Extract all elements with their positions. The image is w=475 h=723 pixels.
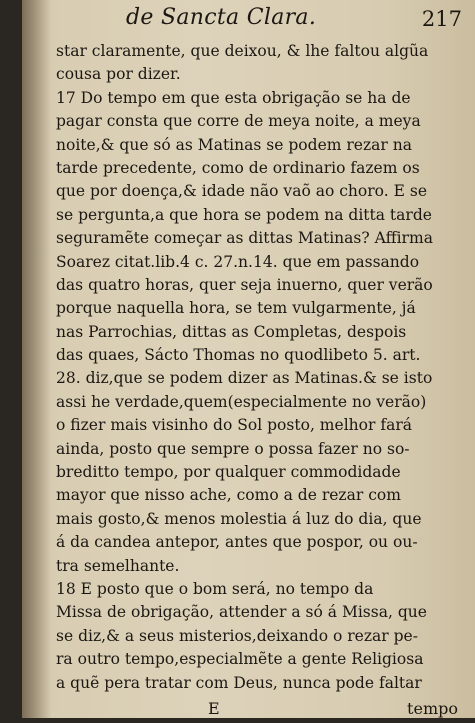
text-line: a quẽ pera tratar com Deus, nunca pode faltar <box>56 673 422 692</box>
page-header <box>56 0 466 40</box>
text-line: tra semelhante. <box>56 556 180 575</box>
page-text-block <box>56 0 466 723</box>
text-line: o fizer mais visinho do Sol posto, melhor fará <box>56 416 413 435</box>
text-line: porque naquella hora, se tem vulgarmente, já <box>56 299 416 318</box>
text-line: Soarez citat.lib.4 c. 27.n.14. que em passando <box>56 252 420 271</box>
text-line: se pergunta,a que hora se podem na ditta tarde <box>56 205 432 224</box>
gutter-shadow <box>22 0 52 718</box>
text-line: nas Parrochias, dittas as Completas, despois <box>56 322 407 341</box>
text-line: 17 Do tempo em que esta obrigação se ha de <box>56 88 411 107</box>
text-line: das quatro horas, quer seja inuerno, quer verão <box>56 275 433 294</box>
text-line: 18 E posto que o bom será, no tempo da <box>56 579 374 598</box>
body-text <box>56 40 466 695</box>
text-line: mayor que nisso ache, como a de rezar com <box>56 486 401 505</box>
text-line: assi he verdade,quem(especialmente no verão) <box>56 392 427 411</box>
text-line: ainda, posto que sempre o possa fazer no so- <box>56 439 410 458</box>
text-line: noite,& que só as Matinas se podem rezar na <box>56 135 413 154</box>
text-line: tarde precedente, como de ordinario fazem os <box>56 158 420 177</box>
text-line: mais gosto,& menos molestia á luz do dia, que <box>56 509 422 528</box>
page-footer <box>56 697 466 723</box>
text-line: seguramẽte começar as dittas Matinas? Affirma <box>56 229 433 248</box>
text-line: Missa de obrigação, attender a só á Missa, que <box>56 603 427 622</box>
text-line: star claramente, que deixou, & lhe faltou algũa <box>56 42 429 60</box>
text-line: á da candea antepor, antes que pospor, ou ou- <box>56 533 418 552</box>
text-line: breditto tempo, por qualquer commodidade <box>56 463 401 482</box>
text-line: que por doença,& idade não vaõ ao choro. E se <box>56 182 428 201</box>
text-line: pagar consta que corre de meya noite, a meya <box>56 112 421 131</box>
catchword: tempo <box>407 698 458 718</box>
page-number: 217 <box>421 7 462 31</box>
text-line: das quaes, Sácto Thomas no quodlibeto 5. art. <box>56 346 421 365</box>
text-line: ra outro tempo,especialmẽte a gente Religiosa <box>56 650 424 669</box>
running-head: de Sancta Clara. <box>126 5 317 30</box>
text-line: se diz,& a seus misterios,deixando o rezar pe- <box>56 626 418 645</box>
catchword-left: E <box>208 698 220 718</box>
text-line: cousa por dizer. <box>56 65 181 84</box>
paper-page <box>22 0 475 718</box>
text-line: 28. diz,que se podem dizer as Matinas.& se isto <box>56 369 433 388</box>
